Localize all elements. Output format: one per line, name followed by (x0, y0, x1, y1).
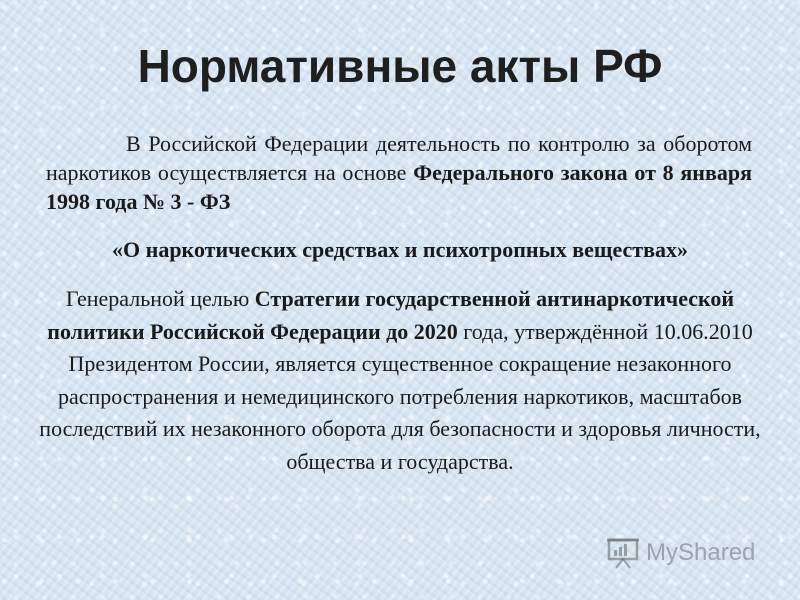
paragraph-strategy-intro: Генеральной целью (65, 286, 255, 311)
slide-title: Нормативные акты РФ (137, 40, 663, 92)
strategy-name: Стратегии государственной антинаркотической политики Российской Федерации до 2020 (47, 286, 735, 344)
watermark (606, 535, 755, 571)
paragraph-law-basis (46, 129, 752, 216)
federal-law-reference: Федерального закона от 8 января 1998 года № 3 - ФЗ (46, 160, 752, 214)
watermark-text: MyShared (646, 539, 756, 566)
law-title: «О наркотических средствах и психотропных веществах» (112, 237, 688, 262)
paragraph-strategy-body: года, утверждённой 10.06.2010 Президентом России, является существенное сокращение незаконного распространения и немедицинского потребления наркотиков, масштабов последствий их незаконного оборота для безопасности и здоровья личности, общества и государства. (39, 318, 761, 474)
paragraph-strategy-goal (30, 283, 770, 478)
paragraph-law-basis-text: В Российской Федерации деятельность по контролю за оборотом наркотиков осуществляется на основе (46, 131, 752, 185)
presentation-board-icon (606, 537, 640, 569)
